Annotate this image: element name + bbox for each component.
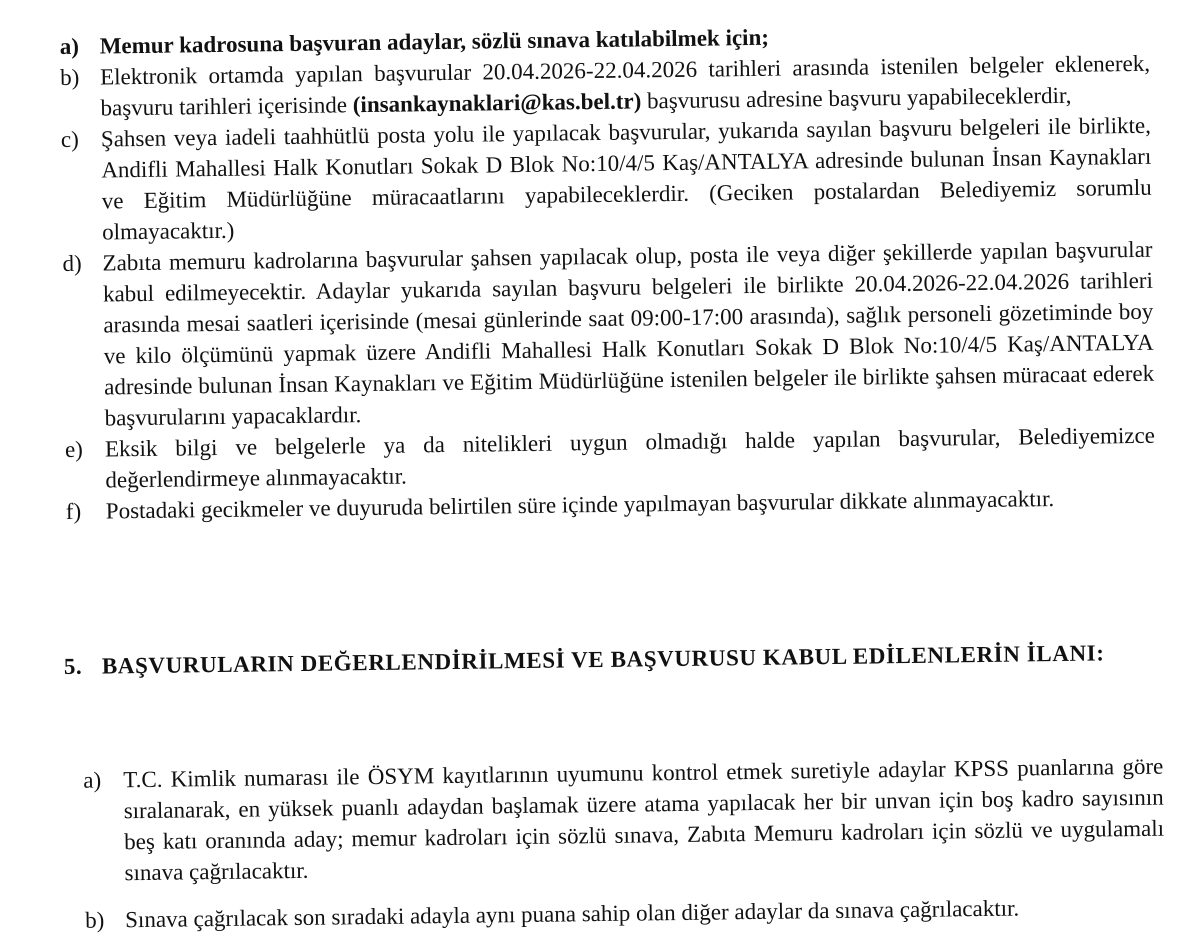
list-text: Sınava çağrılacak son sıradaki adayla aynı puana sahip olan diğer adaylar da sınava çağrılacaktır.: [125, 895, 1020, 933]
email-address: (insankaynaklari@kas.bel.tr): [352, 88, 642, 118]
list-item-c: [61, 110, 1153, 248]
list-letter: d): [62, 250, 82, 277]
list-letter: a): [59, 33, 80, 60]
list-item-a: [83, 751, 1165, 889]
section-title: BAŞVURULARIN DEĞERLENDİRİLMESİ VE BAŞVURUSU KABUL EDİLENLERİN İLANI:: [101, 640, 1105, 679]
list-text: T.C. Kimlik numarası ile ÖSYM kayıtlarının uyumunu kontrol etmek suretiyle adaylar KPSS puanlarına göre sıralanarak, en yüksek puanlı adaydan başlamak üzere atama yapılacak her bir unvan için boş kadro sayısının beş katı oranında aday; memur kadroları için sözlü sınava, Zabıta Memuru kadroları için sözlü ve uygulamalı sınava çağrılacaktır.: [123, 753, 1165, 886]
list-item-d: [62, 234, 1154, 434]
list-text: Eksik bilgi ve belgelerle ya da nitelikleri uygun olmadığı halde yapılan başvurular, Belediyemizce değerlendirmeye alınmayacaktır.: [104, 422, 1156, 493]
requirements-list: [60, 17, 1156, 527]
section-number: 5.: [63, 653, 83, 680]
list-letter: f): [65, 498, 82, 525]
evaluation-list: [83, 751, 1165, 936]
section-heading: [64, 633, 1149, 687]
list-letter: b): [85, 907, 105, 933]
list-text: Şahsen veya iadeli taahhütlü posta yolu ile yapılacak başvurular, yukarıda sayılan başvuru belgeleri ile birlikte, Andifli Mahallesi Halk Konutları Sokak D Blok No:10/4/5 Kaş/ANTALYA adresinde bulunan İnsan Kaynakları ve Eğitim Müdürlüğüne müracaatlarını yapabileceklerdir. (Geciken postalardan Belediyemiz sorumlu olmayacaktır.): [100, 112, 1152, 245]
list-text: Postadaki gecikmeler ve duyuruda belirtilen süre içinde yapılmayan başvurular dikkate alınmayacaktır.: [105, 486, 1055, 524]
list-text: Zabıta memuru kadrolarına başvurular şahsen yapılacak olup, posta ile veya diğer şekillerde yapılan başvurular kabul edilmeyecektir. Adaylar yukarıda sayılan başvuru belgeleri ile birlikte 20.04.2026-22.04.2026 tarihleri arasında mesai saatleri içerisinde (mesai günlerinde saat 09:00-17:00 arasında), sağlık personeli gözetiminde boy ve kilo ölçümünü yapmak üzere Andifli Mahallesi Halk Konutları Sokak D Blok No:10/4/5 Kaş/ANTALYA adresinde bulunan İnsan Kaynakları ve Eğitim Müdürlüğüne istenilen belgeler ile birlikte şahsen müracaat ederek başvurularını yapacaklardır.: [102, 236, 1155, 431]
list-letter: b): [59, 64, 80, 91]
list-letter: c): [60, 126, 79, 153]
list-text: Elektronik ortamda yapılan başvurular 20.04.2026-22.04.2026 tarihleri arasında istenilen belgeler eklenerek, başvuru tarihleri içerisinde (insankaynaklari@kas.bel.tr) başvurusu adresine başvuru yapabileceklerdir,: [99, 50, 1151, 121]
list-letter: e): [64, 436, 84, 463]
list-letter: a): [83, 767, 102, 793]
list-text: Memur kadrosuna başvuran adaylar, sözlü sınava katılabilmek için;: [99, 24, 770, 59]
